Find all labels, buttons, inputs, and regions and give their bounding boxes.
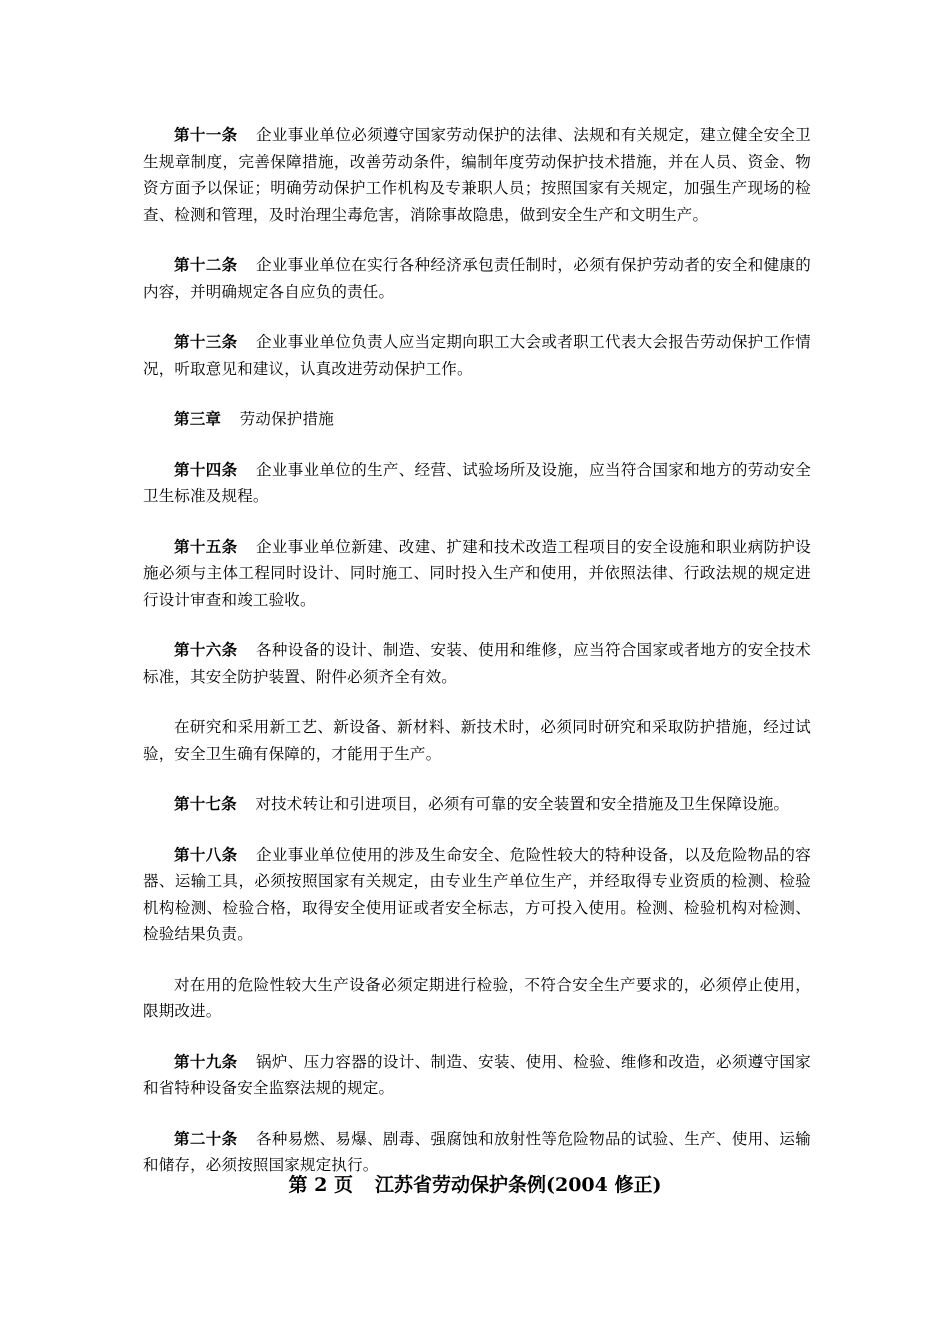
article-label: 第十六条 bbox=[174, 640, 238, 659]
article-text: 企业事业单位在实行各种经济承包责任制时，必须有保护劳动者的安全和健康的内容，并明确规定各自应负的责任。 bbox=[143, 256, 811, 301]
article-18 bbox=[143, 842, 811, 948]
article-17 bbox=[143, 791, 811, 818]
article-text: 企业事业单位必须遵守国家劳动保护的法律、法规和有关规定，建立健全安全卫生规章制度，完善保障措施，改善劳动条件，编制年度劳动保护技术措施，并在人员、资金、物资方面予以保证；明确劳动保护工作机构及专兼职人员；按照国家有关规定，加强生产现场的检查、检测和管理，及时治理尘毒危害，消除事故隐患，做到安全生产和文明生产。 bbox=[143, 126, 811, 224]
article-text: 企业事业单位的生产、经营、试验场所及设施，应当符合国家和地方的劳动安全卫生标准及规程。 bbox=[143, 460, 811, 505]
article-16-paragraph-2 bbox=[143, 714, 811, 767]
article-19 bbox=[143, 1049, 811, 1102]
article-text: 锅炉、压力容器的设计、制造、安装、使用、检验、维修和改造，必须遵守国家和省特种设备安全监察法规的规定。 bbox=[143, 1052, 811, 1097]
article-11 bbox=[143, 122, 811, 228]
article-text: 各种易燃、易爆、剧毒、强腐蚀和放射性等危险物品的试验、生产、使用、运输和储存，必须按照国家规定执行。 bbox=[143, 1129, 811, 1174]
article-text: 在研究和采用新工艺、新设备、新材料、新技术时，必须同时研究和采取防护措施，经过试验，安全卫生确有保障的，才能用于生产。 bbox=[143, 718, 811, 763]
article-label: 第十五条 bbox=[174, 536, 238, 556]
article-18-paragraph-2 bbox=[143, 972, 811, 1025]
page-number: 第 2 页 bbox=[288, 1174, 353, 1196]
page-footer bbox=[0, 1170, 950, 1200]
article-15 bbox=[143, 534, 811, 614]
article-label: 第十七条 bbox=[174, 794, 237, 813]
chapter-3-heading bbox=[143, 406, 811, 433]
article-label: 第二十条 bbox=[174, 1128, 238, 1148]
article-label: 第十二条 bbox=[174, 255, 238, 274]
document-title: 江苏省劳动保护条例(2004 修正) bbox=[374, 1174, 662, 1196]
article-14 bbox=[143, 457, 811, 510]
article-label: 第十三条 bbox=[174, 332, 238, 351]
article-text: 企业事业单位负责人应当定期向职工大会或者职工代表大会报告劳动保护工作情况，听取意见和建议，认真改进劳动保护工作。 bbox=[143, 333, 811, 378]
article-16 bbox=[143, 637, 811, 690]
article-label: 第十四条 bbox=[174, 459, 238, 479]
chapter-label: 第三章 bbox=[174, 409, 222, 428]
chapter-title: 劳动保护措施 bbox=[239, 410, 334, 428]
article-label: 第十九条 bbox=[174, 1051, 238, 1071]
article-text: 各种设备的设计、制造、安装、使用和维修，应当符合国家或者地方的安全技术标准，其安全防护装置、附件必须齐全有效。 bbox=[143, 641, 811, 686]
article-text: 企业事业单位使用的涉及生命安全、危险性较大的特种设备，以及危险物品的容器、运输工具，必须按照国家有关规定，由专业生产单位生产，并经取得专业资质的检测、检验机构检测、检验合格，取得安全使用证或者安全标志，方可投入使用。检测、检验机构对检测、检验结果负责。 bbox=[143, 845, 811, 943]
article-text: 对技术转让和引进项目，必须有可靠的安全装置和安全措施及卫生保障设施。 bbox=[255, 795, 790, 813]
article-13 bbox=[143, 329, 811, 382]
document-body bbox=[143, 122, 811, 1203]
article-label: 第十八条 bbox=[174, 844, 238, 864]
article-text: 对在用的危险性较大生产设备必须定期进行检验，不符合安全生产要求的，必须停止使用，限期改进。 bbox=[143, 975, 811, 1020]
article-text: 企业事业单位新建、改建、扩建和技术改造工程项目的安全设施和职业病防护设施必须与主体工程同时设计、同时施工、同时投入生产和使用，并依照法律、行政法规的规定进行设计审查和竣工验收。 bbox=[143, 537, 811, 609]
article-label: 第十一条 bbox=[174, 125, 238, 144]
article-12 bbox=[143, 252, 811, 305]
